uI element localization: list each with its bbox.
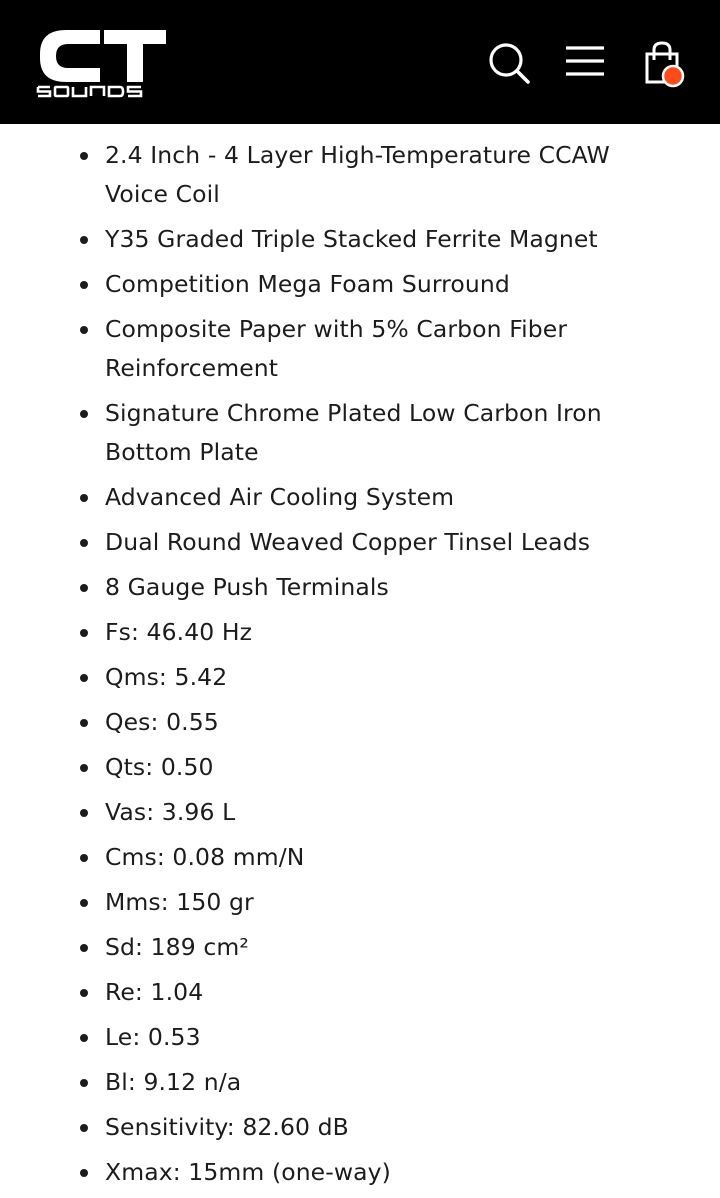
bullet (80, 281, 88, 289)
list-item (0, 613, 720, 652)
list-item (0, 136, 720, 214)
list-item (0, 523, 720, 562)
spec-text: Sd: 189 cm² (105, 933, 249, 961)
list-item (0, 220, 720, 259)
list-item (0, 568, 720, 607)
bullet (80, 809, 88, 817)
spec-text: Qes: 0.55 (105, 708, 219, 736)
bullet (80, 899, 88, 907)
spec-text: Qts: 0.50 (105, 753, 214, 781)
spec-text: Vas: 3.96 L (105, 798, 236, 826)
spec-list (0, 136, 720, 1198)
shopping-bag-icon (638, 38, 692, 92)
ct-sounds-logo[interactable] (36, 26, 170, 100)
spec-text: Sensitivity: 82.60 dB (105, 1113, 349, 1141)
bullet (80, 764, 88, 772)
list-item (0, 265, 720, 304)
spec-text: Dual Round Weaved Copper Tinsel Leads (105, 528, 591, 556)
spec-text: Competition Mega Foam Surround (105, 270, 510, 298)
list-item (0, 1018, 720, 1057)
list-item (0, 478, 720, 517)
bullet (80, 854, 88, 862)
bullet (80, 944, 88, 952)
spec-text: 8 Gauge Push Terminals (105, 573, 389, 601)
bullet (80, 410, 88, 418)
list-item (0, 394, 720, 472)
spec-text: 2.4 Inch - 4 Layer High-Temperature CCAW Voice Coil (105, 141, 610, 208)
bullet (80, 989, 88, 997)
spec-text: Composite Paper with 5% Carbon Fiber Reinforcement (105, 315, 568, 382)
list-item (0, 658, 720, 697)
list-item (0, 310, 720, 388)
bullet (80, 236, 88, 244)
spec-text: Xmax: 15mm (one-way) (105, 1158, 391, 1186)
spec-text: Mms: 150 gr (105, 888, 254, 916)
bullet (80, 539, 88, 547)
menu-button[interactable] (562, 40, 608, 86)
bullet (80, 326, 88, 334)
hamburger-menu-icon (562, 40, 608, 86)
search-button[interactable] (486, 40, 532, 86)
list-item (0, 793, 720, 832)
spec-text: Y35 Graded Triple Stacked Ferrite Magnet (105, 225, 598, 253)
list-item (0, 928, 720, 967)
list-item (0, 748, 720, 787)
bullet (80, 719, 88, 727)
bullet (80, 1034, 88, 1042)
bullet (80, 1169, 88, 1177)
list-item (0, 1153, 720, 1192)
bullet (80, 629, 88, 637)
ct-sounds-logo-graphic (36, 26, 170, 100)
list-item (0, 1063, 720, 1102)
spec-text: Signature Chrome Plated Low Carbon Iron Bottom Plate (105, 399, 602, 466)
list-item (0, 1108, 720, 1147)
bullet (80, 584, 88, 592)
spec-text: Fs: 46.40 Hz (105, 618, 253, 646)
site-header (0, 0, 720, 124)
cart-button[interactable] (638, 38, 692, 92)
cart-badge (663, 66, 683, 86)
list-item (0, 883, 720, 922)
list-item (0, 703, 720, 742)
bullet (80, 1079, 88, 1087)
bullet (80, 152, 88, 160)
list-item (0, 973, 720, 1012)
spec-text: Le: 0.53 (105, 1023, 201, 1051)
spec-text: Advanced Air Cooling System (105, 483, 455, 511)
spec-text: Bl: 9.12 n/a (105, 1068, 242, 1096)
bullet (80, 494, 88, 502)
spec-text: Cms: 0.08 mm/N (105, 843, 305, 871)
spec-text: Qms: 5.42 (105, 663, 228, 691)
bullet (80, 674, 88, 682)
search-icon (486, 40, 532, 86)
list-item (0, 838, 720, 877)
spec-text: Re: 1.04 (105, 978, 204, 1006)
bullet (80, 1124, 88, 1132)
